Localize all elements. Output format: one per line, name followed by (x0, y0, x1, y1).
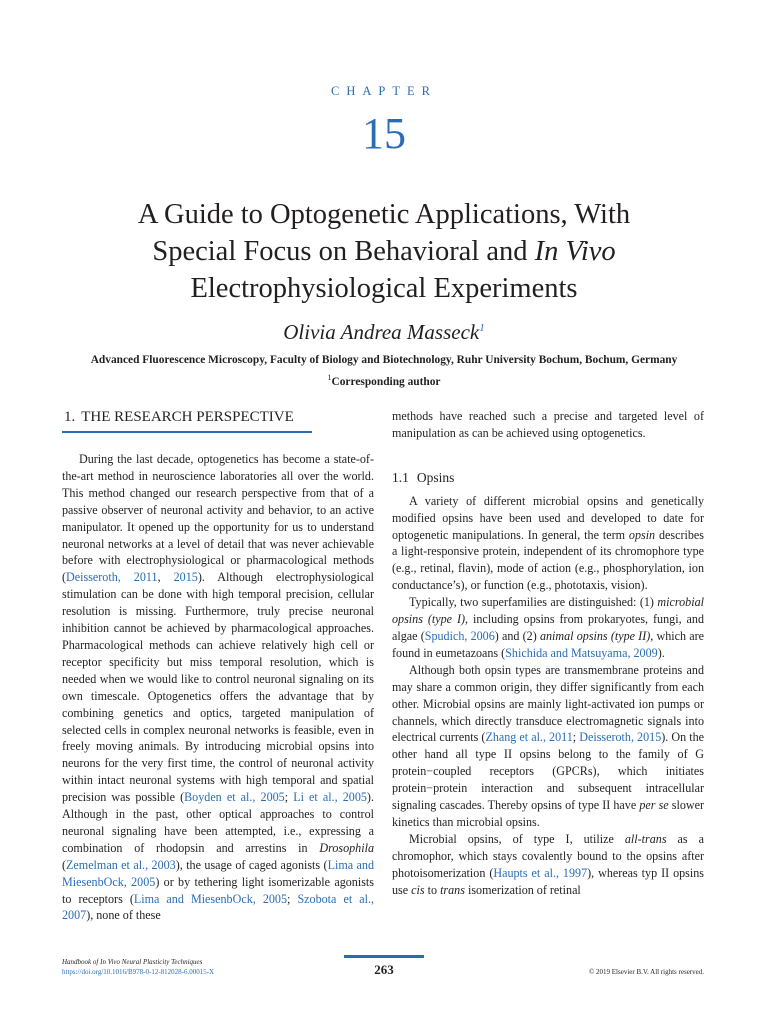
subsection-heading (392, 470, 704, 487)
corresponding-author-note (40, 369, 728, 391)
text: ) and (2) (494, 628, 540, 643)
paragraph (392, 831, 704, 899)
text: describes a light-responsive protein, independent of its chromophore type (e.g., retinal, flavin), mode of action (e.g., phosphorylation, ion conductance’s), or function (e.g., phototaxis, vision). (392, 527, 704, 593)
subsection-number: 1.1 (392, 469, 409, 485)
text: ). Although electrophysiological stimulation can be done with high temporal precision, cellular resolution is missing. Furthermore, truly precise neuronal inhibition cannot be achieved by pharmacological approaches. Pharmacological methods can achieve relatively high cell or receptor specificity but miss temporal resolution, which is needed when we would like to control neuronal signaling on its own timescale. Optogenetics offers the advantage that by combining genetics and optics, targeted manipulation of selected cells in complex neuronal networks is feasible, even in freely moving animals. By introducing microbial opsins into neurons for the very first time, the control of neuronal activity within intact neuronal systems with high temporal and spatial precision was possible ( (62, 570, 375, 805)
paragraph (392, 662, 704, 831)
paragraph (392, 594, 704, 662)
left-column (62, 408, 374, 924)
text: slower kinetics than microbial opsins. (392, 798, 705, 829)
citation-link[interactable]: Lima and MiesenbOck, 2005 (133, 891, 288, 906)
italic-text: animal opsins (type II) (539, 628, 651, 643)
chapter-label: CHAPTER (331, 84, 437, 98)
chapter-title (40, 196, 728, 307)
footer-left (62, 957, 342, 977)
text: ; (572, 730, 580, 745)
citation-link[interactable]: Deisseroth, 2011 (66, 570, 158, 585)
author-name: Olivia Andrea Masseck (283, 320, 480, 344)
citation-link[interactable]: Li et al., 2005 (293, 790, 367, 805)
text: ) or by tethering light isomerizable agonists to receptors ( (62, 874, 374, 906)
citation-link[interactable]: Spudich, 2006 (424, 628, 495, 643)
text: Microbial opsins, of type I, utilize (409, 831, 625, 846)
title-line-2-italic: In Vivo (534, 236, 616, 267)
citation-link[interactable]: Shichida and Matsuyama, 2009 (505, 645, 658, 660)
text: ; (287, 891, 298, 906)
citation-link[interactable]: Boyden et al., 2005 (184, 790, 285, 805)
text: ), the usage of caged agonists ( (175, 857, 328, 872)
italic-text: Drosophila (319, 840, 374, 855)
title-line-2 (40, 233, 728, 270)
section-number: 1. (64, 409, 76, 425)
text: ). Although in the past, other optical approaches to control neuronal signaling have been attempted, i.e., expressing a combination of rhodopsin and arrestins in (62, 790, 374, 855)
title-line-2-text: Special Focus on Behavioral and (152, 236, 535, 267)
text: A variety of different microbial opsins and genetically modified opsins have been used and developed to date for optogenetic manipulations. In general, the term (392, 493, 704, 542)
book-title: Handbook of In Vivo Neural Plasticity Techniques (62, 958, 203, 966)
text: , (157, 570, 174, 585)
citation-link[interactable]: Haupts et al., 1997 (493, 865, 588, 880)
citation-link[interactable]: Zhang et al., 2011 (485, 730, 573, 745)
text: ( (62, 857, 67, 872)
chapter-number: 15 (362, 109, 406, 158)
text: ). (657, 645, 665, 660)
text: During the last decade, optogenetics has become a state-of-the-art method in neuroscience laboratories all over the world. This method changed our research perspective from that of a passive observer of neuronal activity and behavior, to an active manipulator. It opened up the opportunity for us to understand neuronal networks at a level of detail that was never achievable before with electrophysiological or pharmacological methods ( (62, 452, 374, 585)
citation-link[interactable]: Zemelman et al., 2003 (66, 857, 176, 872)
text: as a chromophor, which stays covalently bound to the opsins after photoisomerization ( (392, 831, 704, 880)
page-number: 263 (344, 955, 424, 978)
paragraph-continuation: methods have reached such a precise and targeted level of manipulation as can be achieved using optogenetics. (392, 409, 704, 440)
subsection-title: Opsins (416, 469, 455, 485)
italic-text: all-trans (624, 831, 667, 846)
text: isomerization of retinal (464, 882, 581, 897)
copyright: © 2019 Elsevier B.V. All rights reserved. (588, 968, 704, 976)
text: to (424, 882, 441, 897)
citation-link[interactable]: 2015 (173, 570, 198, 585)
text: ), none of these (86, 908, 161, 923)
text: ). On the other hand all type II opsins belong to the family of G protein−coupled receptors (GPCRs), which initiates protein−protein interaction and subsequent intracellular signaling cascades. Thereby opsins of type II have (392, 730, 704, 813)
italic-text: microbial opsins (type I) (392, 595, 704, 627)
doi-link[interactable]: https://doi.org/10.1016/B978-0-12-812028-6.00015-X (62, 968, 215, 976)
author (0, 320, 768, 345)
paragraph (392, 493, 704, 594)
italic-text: per se (639, 798, 669, 813)
section-title: THE RESEARCH PERSPECTIVE (81, 409, 294, 425)
title-line-1: A Guide to Optogenetic Applications, With (137, 199, 631, 230)
section-heading (62, 408, 312, 433)
affiliation-text: Advanced Fluorescence Microscopy, Faculty of Biology and Biotechnology, Ruhr University Bochum, Bochum, Germany (90, 354, 678, 366)
text: , which are found in eumetazoans ( (392, 628, 704, 660)
corresponding-author-label: Corresponding author (331, 375, 441, 388)
text: ; (284, 790, 294, 805)
text: , including opsins from prokaryotes, fungi, and algae ( (392, 612, 704, 643)
text: ), whereas typ II opsins use (392, 865, 704, 897)
italic-text: cis (411, 882, 425, 897)
affiliation (40, 352, 728, 391)
citation-link[interactable]: Deisseroth, 2015 (579, 730, 662, 745)
text: Typically, two superfamilies are distinguished: (1) (409, 595, 658, 610)
paragraph (62, 451, 374, 924)
italic-text: opsin (628, 527, 656, 542)
text: Although both opsin types are transmembrane proteins and may share a common origin, they differ significantly from each other. Microbial opsins are mainly light-activated ion pumps or channels, which directly transduce electromagnetic signals into electrical currents ( (392, 662, 704, 745)
citation-link[interactable]: Lima and MiesenbOck, 2005 (62, 857, 374, 889)
right-column (392, 408, 704, 898)
title-line-3: Electrophysiological Experiments (190, 273, 578, 304)
author-superscript: 1 (479, 322, 485, 334)
citation-link[interactable]: Szobota et al., 2007 (62, 891, 375, 923)
corresponding-superscript: 1 (327, 373, 332, 382)
italic-text: trans (440, 882, 465, 897)
